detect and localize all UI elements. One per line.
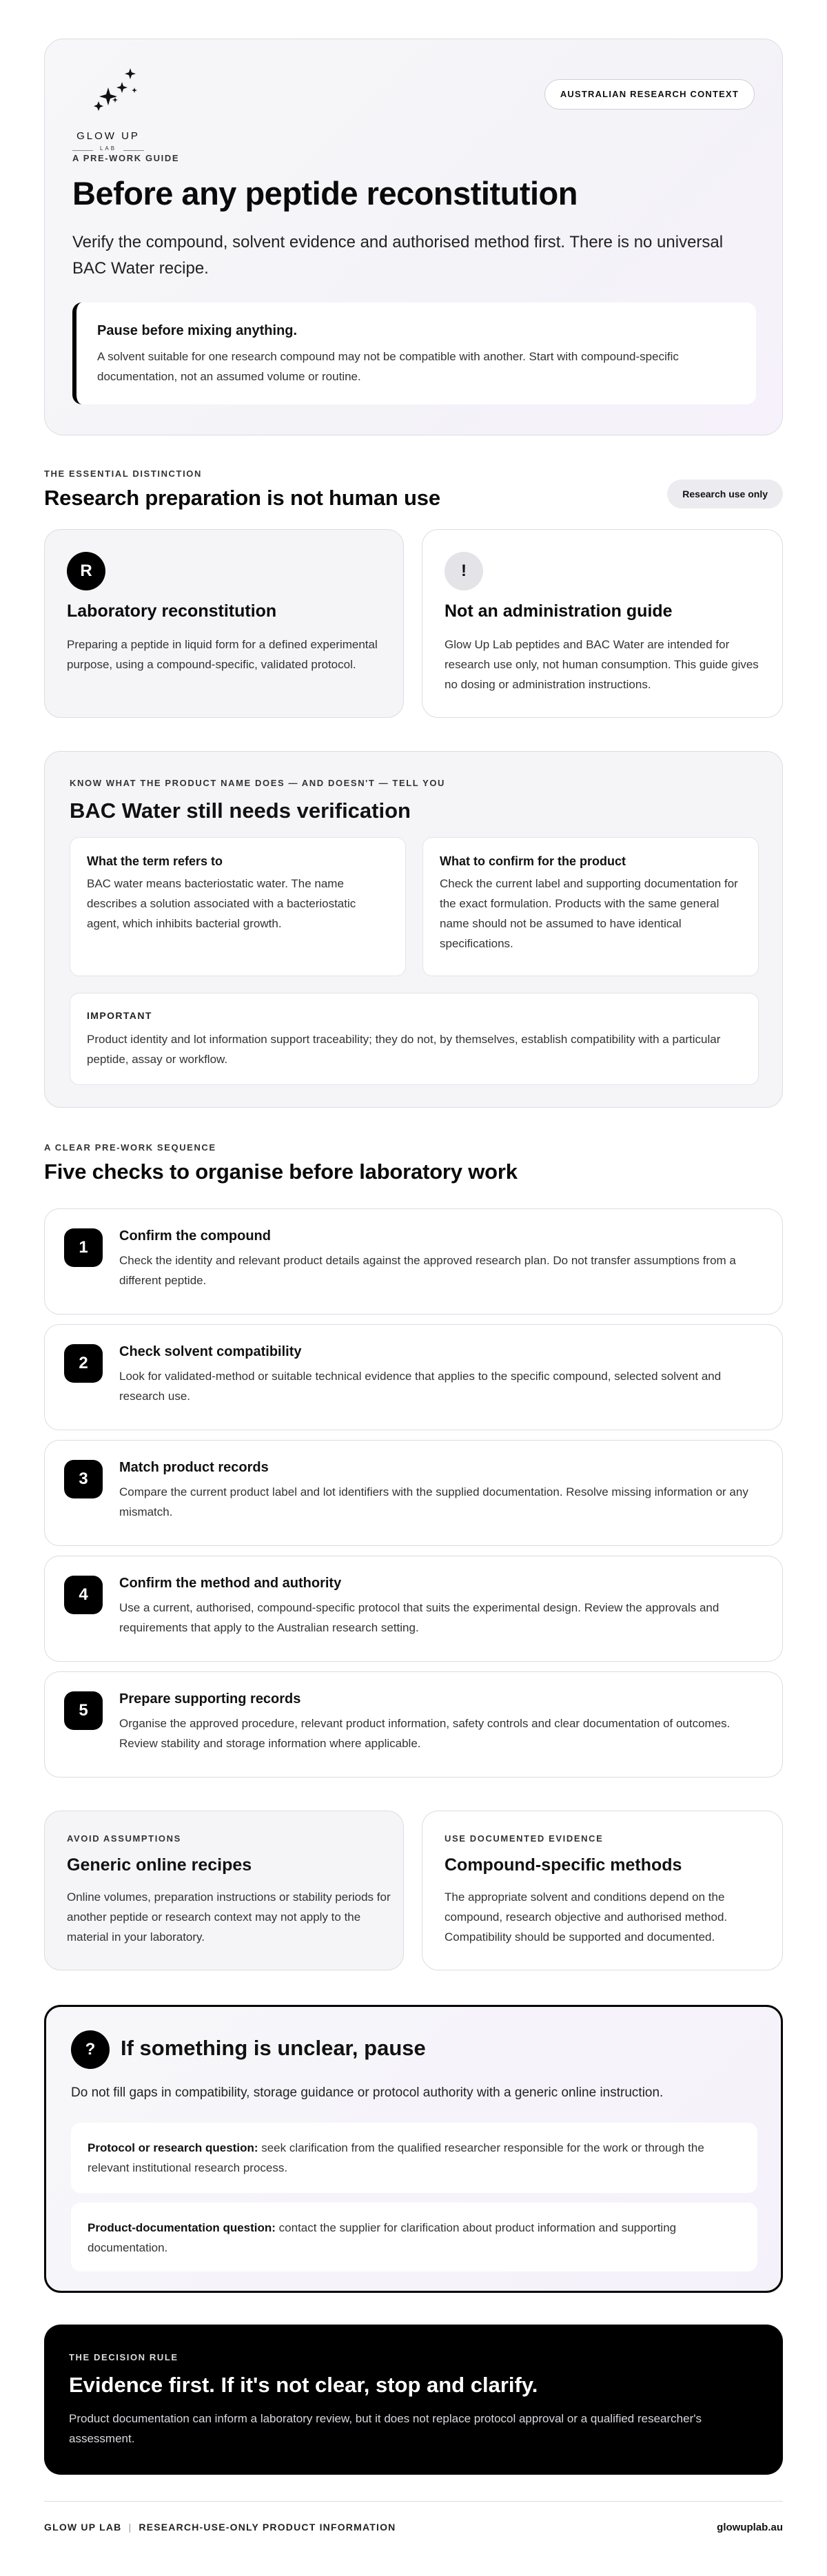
card-title: Laboratory reconstitution [67,601,277,621]
pause-callout-text: A solvent suitable for one research compound may not be compatible with another. Start with compound-specific documentation, not an assumed volume or routine. [97,350,679,383]
card-title: Generic online recipes [67,1855,252,1875]
distinction-title: Research preparation is not human use [44,486,440,510]
term-box-text: BAC water means bacteriostatic water. The name describes a solution associated with a bacteriostatic agent, which inhibits bacterial growth. [87,877,356,930]
important-label: IMPORTANT [87,1010,152,1021]
footer-site-link[interactable]: glowuplab.au [717,2522,783,2533]
decision-text: Product documentation can inform a laboratory review, but it does not replace protocol approval or a qualified researcher's assessment. [69,2412,702,2445]
check-step [44,1324,783,1430]
protocol-question-box [71,2123,757,2193]
card-text: Online volumes, preparation instructions or stability periods for another peptide or research context may not apply to the material in your laboratory. [67,1890,391,1944]
confirm-box-text: Check the current label and supporting documentation for the exact formulation. Products with the same general name should not be assumed to have identical specifications. [440,877,738,950]
checks-eyebrow: A CLEAR PRE-WORK SEQUENCE [44,1142,216,1153]
checks-header [44,1142,783,1184]
bac-water-panel [44,751,783,1108]
decision-title: Evidence first. If it's not clear, stop and clarify. [69,2373,538,2397]
check-step [44,1671,783,1778]
card-lab-reconstitution [44,529,404,718]
footer-tagline: RESEARCH-USE-ONLY PRODUCT INFORMATION [139,2522,396,2533]
pause-callout-title: Pause before mixing anything. [97,323,298,338]
protocol-question-text [88,2138,735,2178]
card-eyebrow: USE DOCUMENTED EVIDENCE [445,1833,604,1844]
step-number: 1 [64,1228,103,1267]
pause-callout [72,302,756,404]
check-step [44,1556,783,1662]
card-compound-methods [422,1811,783,1970]
footer-brand-line [44,2522,396,2533]
important-text: Product identity and lot information support traceability; they do not, by themselves, establish compatibility with a particular peptide, assay or workflow. [87,1033,721,1066]
step-title: Check solvent compatibility [119,1344,302,1359]
unclear-panel [44,2005,783,2293]
page-title: Before any peptide reconstitution [72,175,578,212]
protocol-question-body: seek clarification from the qualified researcher responsible for the work or through the relevant institutional research process. [88,2141,704,2174]
protocol-question-label: Protocol or research question: [88,2141,258,2154]
brand-sub: LAB [99,145,117,152]
decision-eyebrow: THE DECISION RULE [69,2352,178,2362]
hero-panel [44,39,783,435]
check-step [44,1208,783,1315]
bac-title: BAC Water still needs verification [70,798,411,823]
step-title: Prepare supporting records [119,1691,301,1707]
brand-name: GLOW UP [76,130,140,142]
r-mark-icon: R [67,552,105,590]
research-use-badge: Research use only [667,480,783,508]
question-icon: ? [71,2030,110,2069]
card-text: Preparing a peptide in liquid form for a defined experimental purpose, using a compound-specific, validated protocol. [67,638,378,671]
distinction-eyebrow: THE ESSENTIAL DISTINCTION [44,468,202,479]
step-text: Use a current, authorised, compound-specific protocol that suits the experimental design. Review the approvals and requirements that apply to the Australian research setting. [119,1601,719,1634]
check-step [44,1440,783,1546]
card-not-admin-guide [422,529,783,718]
distinction-header [44,468,783,511]
confirm-box [422,837,759,976]
context-badge: AUSTRALIAN RESEARCH CONTEXT [544,79,755,110]
step-text: Check the identity and relevant product details against the approved research plan. Do not transfer assumptions from a different peptide. [119,1254,736,1287]
documentation-question-text [88,2218,735,2258]
bac-eyebrow: KNOW WHAT THE PRODUCT NAME DOES — AND DOESN'T — TELL YOU [70,778,446,788]
card-text: The appropriate solvent and conditions depend on the compound, research objective and authorised method. Compatibility should be supported and documented. [445,1890,728,1944]
hero-lead: Verify the compound, solvent evidence and authorised method first. There is no universal BAC Water recipe. [72,233,724,278]
card-generic-recipes [44,1811,404,1970]
documentation-question-box [71,2203,757,2271]
important-box [70,993,759,1085]
unclear-title: If something is unclear, pause [121,2036,426,2060]
sparkle-stars-icon [72,67,148,130]
step-number: 2 [64,1344,103,1383]
step-number: 4 [64,1576,103,1614]
step-title: Match product records [119,1460,269,1475]
step-text: Organise the approved procedure, relevant product information, safety controls and clear documentation of outcomes. Review stability and storage information where applicable. [119,1717,731,1750]
card-text: Glow Up Lab peptides and BAC Water are intended for research use only, not human consumption. This guide gives no dosing or administration instructions. [445,638,759,691]
card-title: Compound-specific methods [445,1855,682,1875]
step-number: 3 [64,1460,103,1498]
card-eyebrow: AVOID ASSUMPTIONS [67,1833,181,1844]
step-number: 5 [64,1691,103,1730]
term-box [70,837,406,976]
step-text: Compare the current product label and lot identifiers with the supplied documentation. Resolve missing information or any mismatch. [119,1485,748,1518]
brand-logo [72,67,155,152]
footer-divider [44,2501,783,2502]
unclear-lead: Do not fill gaps in compatibility, storage guidance or protocol authority with a generic online instruction. [71,2085,664,2100]
exclamation-icon: ! [445,552,483,590]
card-title: Not an administration guide [445,601,673,621]
divider [123,150,144,151]
step-title: Confirm the compound [119,1228,271,1244]
footer-separator: | [128,2522,132,2533]
step-title: Confirm the method and authority [119,1576,342,1591]
footer-brand: GLOW UP LAB [44,2522,122,2533]
documentation-question-body: contact the supplier for clarification about product information and supporting documentation. [88,2221,677,2254]
hero-eyebrow: A PRE-WORK GUIDE [72,153,180,163]
documentation-question-label: Product-documentation question: [88,2221,276,2234]
checks-title: Five checks to organise before laboratory work [44,1160,518,1184]
decision-panel [44,2325,783,2475]
term-box-title: What the term refers to [87,854,223,868]
step-text: Look for validated-method or suitable technical evidence that applies to the specific compound, selected solvent and research use. [119,1370,722,1403]
confirm-box-title: What to confirm for the product [440,854,626,868]
